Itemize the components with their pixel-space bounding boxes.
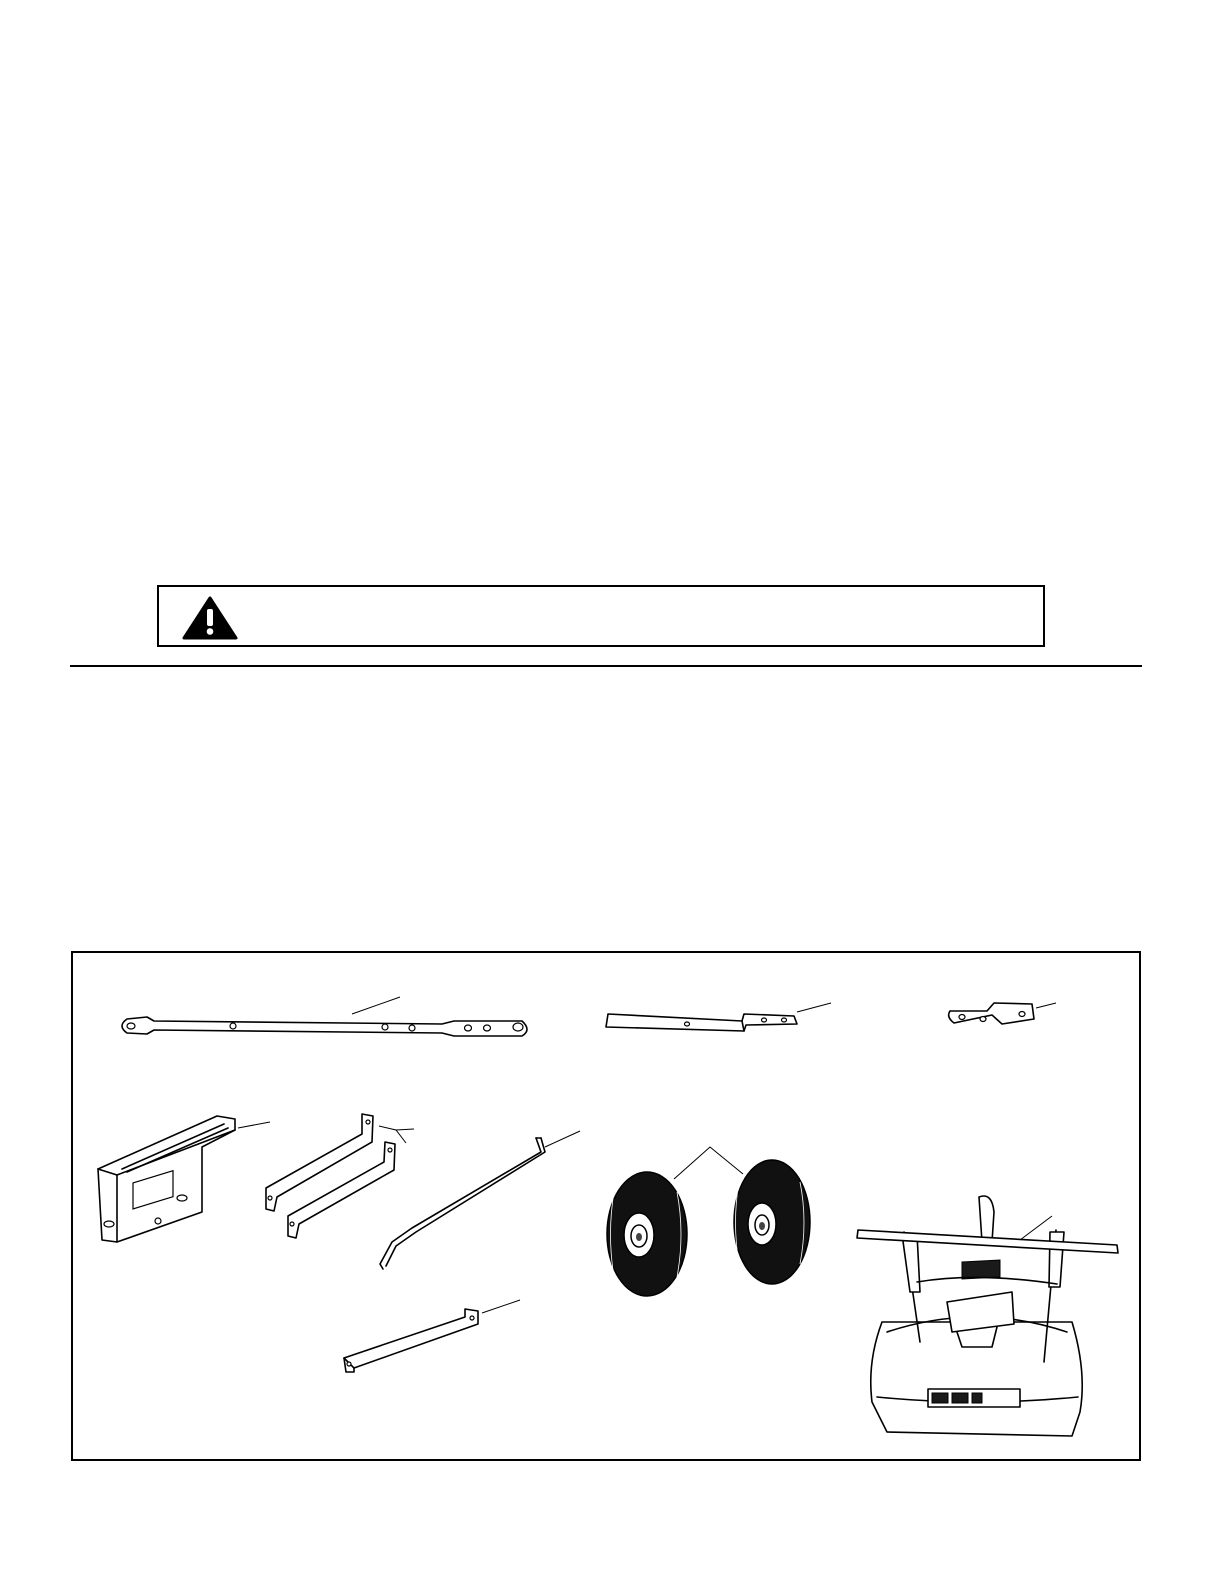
small-z-bracket [949,1003,1056,1024]
mounting-plate-bracket [98,1116,270,1242]
parts-figure [71,951,1141,1461]
bent-rod [380,1131,580,1269]
section-divider [70,665,1142,667]
deck-assembly [857,1196,1118,1436]
warning-triangle-icon [181,595,239,641]
long-link-bar [122,997,527,1036]
parts-illustration [73,953,1139,1459]
offset-bracket-bar [606,1003,831,1031]
wheel-pair [607,1147,810,1296]
warning-box [157,585,1045,647]
angle-bracket [344,1300,520,1372]
support-bracket-pair [266,1114,414,1238]
